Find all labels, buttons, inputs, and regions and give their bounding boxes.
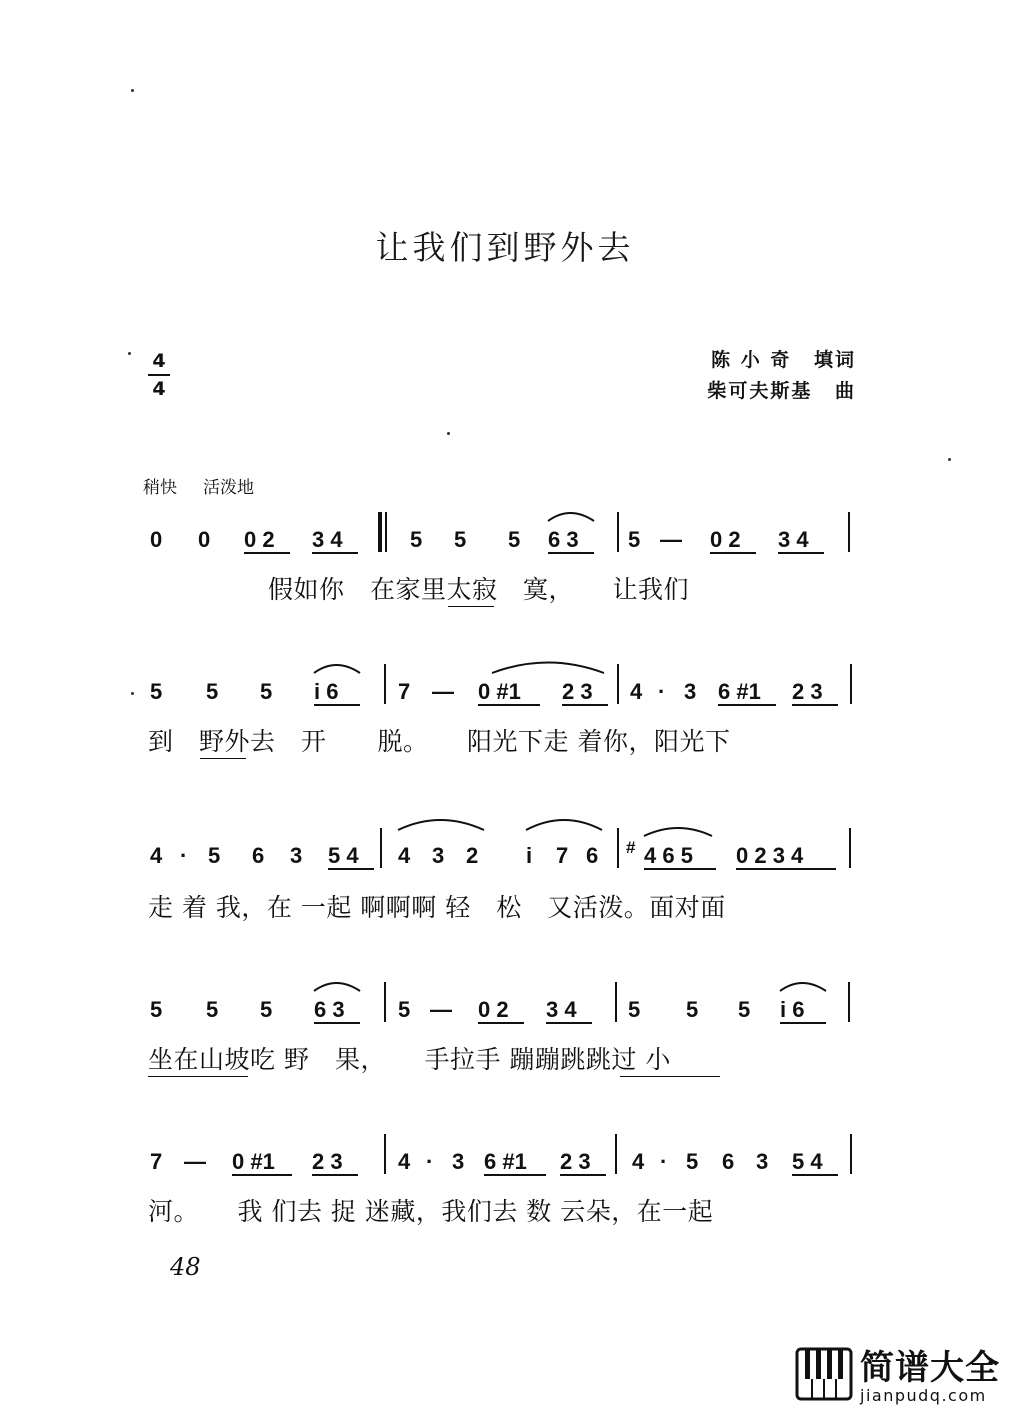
note: 7 — [150, 1149, 163, 1174]
note: 6 — [586, 843, 599, 868]
note: 5 — [686, 997, 699, 1022]
lyrics-line-3: 走 着 我，在 一起 啊啊啊 轻 松 又活泼。面对面 — [148, 893, 726, 922]
note-group: 2 3 — [562, 679, 593, 704]
slur — [314, 665, 360, 673]
slur — [398, 820, 484, 830]
note: 3 — [452, 1149, 465, 1174]
note-group: 5 4 — [792, 1149, 823, 1174]
note-group: 0 #1 — [478, 679, 521, 704]
note: 5 — [628, 527, 641, 552]
sustain-dash: — — [432, 679, 454, 704]
note: 5 — [150, 997, 163, 1022]
note-group: 0 #1 — [232, 1149, 275, 1174]
note: 5 — [508, 527, 521, 552]
time-signature-top: 4 — [152, 350, 166, 372]
note-group: i 6 — [314, 679, 339, 704]
scan-speck — [447, 432, 450, 435]
dot: · — [180, 843, 188, 868]
note-group: 6 3 — [314, 997, 345, 1022]
note: 5 — [206, 997, 219, 1022]
note: 5 — [628, 997, 641, 1022]
note: 0 — [198, 527, 211, 552]
sustain-dash: — — [430, 997, 452, 1022]
note: 6 — [252, 843, 265, 868]
note-group: 0 2 — [478, 997, 509, 1022]
note: 4 — [150, 843, 163, 868]
watermark-url: jianpudq.com — [860, 1386, 987, 1405]
tempo-character: 活泼地 — [203, 478, 254, 498]
time-signature-bottom: 4 — [152, 378, 166, 400]
sustain-dash: — — [660, 527, 682, 552]
watermark — [794, 1344, 1016, 1412]
dot: · — [426, 1149, 434, 1174]
note: 5 — [260, 679, 273, 704]
note-group: 2 3 — [560, 1149, 591, 1174]
note: 0 — [150, 527, 163, 552]
note-group: 4 6 5 — [644, 843, 693, 868]
note: 5 — [398, 997, 411, 1022]
note: 5 — [206, 679, 219, 704]
note: 3 — [684, 679, 697, 704]
note: 3 — [756, 1149, 769, 1174]
tempo-speed: 稍快 — [143, 478, 177, 498]
note: 5 — [686, 1149, 699, 1174]
dot: · — [660, 1149, 668, 1174]
scan-speck — [948, 458, 951, 461]
composer-name: 柴可夫斯基 — [707, 380, 813, 402]
note: 5 — [208, 843, 221, 868]
note-group: 6 #1 — [484, 1149, 527, 1174]
note: 4 — [398, 1149, 411, 1174]
note: 3 — [290, 843, 303, 868]
slur — [526, 820, 602, 830]
lyrics-line-4: 坐在山坡吃 野 果， 手拉手 蹦蹦跳跳过 小 — [148, 1045, 671, 1074]
note: 5 — [738, 997, 751, 1022]
lyrics-line-5: 河。 我 们去 捉 迷藏，我们去 数 云朵，在一起 — [148, 1197, 714, 1226]
note: 7 — [556, 843, 569, 868]
note: 3 — [432, 843, 445, 868]
note: 5 — [150, 679, 163, 704]
note-group: 6 3 — [548, 527, 579, 552]
note: i — [526, 843, 533, 868]
note: 2 — [466, 843, 479, 868]
slur — [492, 663, 604, 674]
sharp-sign: # — [626, 838, 636, 857]
scan-speck — [128, 352, 131, 355]
note-group: 2 3 — [312, 1149, 343, 1174]
note-group: 0 2 3 4 — [736, 843, 804, 868]
page-number: 48 — [170, 1253, 201, 1281]
note-group: 0 2 — [710, 527, 741, 552]
piano-keys-icon — [794, 1346, 854, 1402]
note-group: 3 4 — [778, 527, 809, 552]
note: 4 — [632, 1149, 645, 1174]
sustain-dash: — — [184, 1149, 206, 1174]
lyrics-line-1: 假如你 在家里太寂 寞， 让我们 — [268, 575, 690, 604]
slur — [548, 513, 594, 521]
note: 4 — [630, 679, 643, 704]
slur — [780, 983, 826, 991]
note-group: 6 #1 — [718, 679, 761, 704]
note-group: 5 4 — [328, 843, 359, 868]
note-group: i 6 — [780, 997, 805, 1022]
scan-speck — [131, 89, 134, 92]
watermark-title: 简谱大全 — [860, 1348, 1000, 1388]
slur — [644, 828, 712, 836]
composer-role: 曲 — [834, 380, 856, 402]
song-title: 让我们到野外去 — [375, 228, 635, 267]
note: 5 — [410, 527, 423, 552]
lyricist-role: 填词 — [813, 349, 856, 371]
note: 6 — [722, 1149, 735, 1174]
note-group: 0 2 — [244, 527, 275, 552]
note: 7 — [398, 679, 411, 704]
note-group: 3 4 — [312, 527, 343, 552]
dot: · — [658, 679, 666, 704]
note: 5 — [454, 527, 467, 552]
lyricist-name: 陈 小 奇 — [711, 349, 792, 371]
slur — [314, 983, 360, 991]
note-group: 2 3 — [792, 679, 823, 704]
note: 4 — [398, 843, 411, 868]
note: 5 — [260, 997, 273, 1022]
scan-speck — [131, 692, 134, 695]
lyrics-line-2: 到 野外去 开 脱。 阳光下走 着你，阳光下 — [148, 727, 731, 756]
note-group: 3 4 — [546, 997, 577, 1022]
